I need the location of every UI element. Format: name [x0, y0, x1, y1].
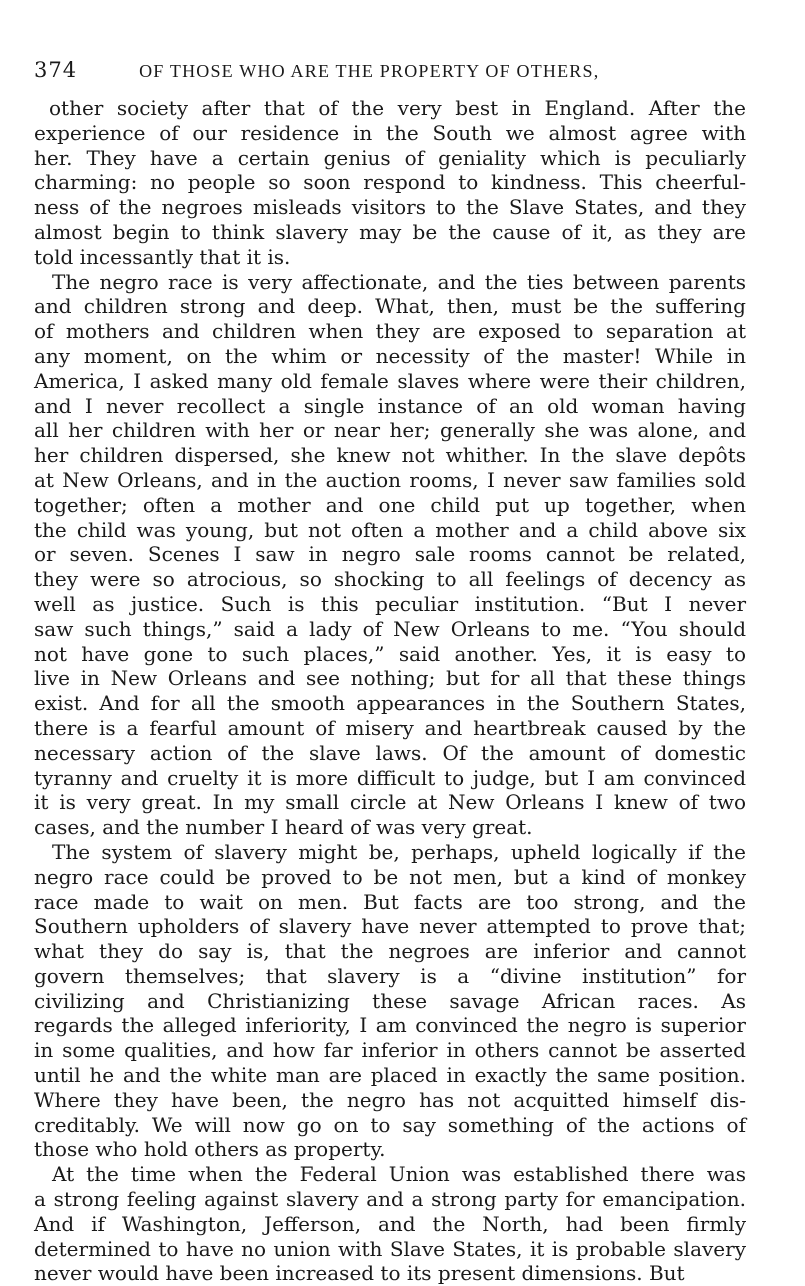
text-line: tyranny and cruelty it is more difficult to judge, but I am convinced [34, 765, 746, 790]
text-line: negro race could be proved to be not men, but a kind of monkey [34, 864, 746, 889]
running-head [34, 58, 754, 86]
body-text [34, 96, 746, 1286]
text-line: Southern upholders of slavery have never attempted to prove that; [34, 914, 746, 939]
text-line: what they do say is, that the negroes are inferior and cannot [34, 939, 746, 964]
text-line: any moment, on the whim or necessity of the master! While in [34, 343, 746, 368]
text-line: The system of slavery might be, perhaps, upheld logically if the [52, 839, 746, 864]
text-line: in some qualities, and how far inferior in others cannot be asserted [34, 1038, 746, 1063]
text-line: and children strong and deep. What, then, must be the suffering [34, 294, 746, 319]
text-line: determined to have no union with Slave States, it is probable slavery [34, 1236, 746, 1261]
text-line: a strong feeling against slavery and a strong party for emancipation. [34, 1187, 746, 1212]
page-number: 374 [34, 58, 78, 82]
text-line: the child was young, but not often a mother and a child above six [34, 517, 746, 542]
paragraph [34, 96, 746, 270]
text-line: experience of our residence in the South we almost agree with [34, 120, 746, 145]
text-line: America, I asked many old female slaves where were their children, [34, 368, 746, 393]
text-line: regards the alleged inferiority, I am convinced the negro is superior [34, 1013, 746, 1038]
text-line: cases, and the number I heard of was very great. [34, 815, 533, 840]
text-line: ness of the negroes misleads visitors to the Slave States, and they [34, 195, 746, 220]
text-line: her children dispersed, she knew not whither. In the slave depôts [34, 443, 746, 468]
text-line: creditably. We will now go on to say something of the actions of [34, 1112, 746, 1137]
text-line: at New Orleans, and in the auction rooms, I never saw families sold [34, 467, 746, 492]
paragraph [34, 270, 746, 840]
text-line: saw such things,” said a lady of New Orleans to me. “You should [34, 616, 746, 641]
text-line: At the time when the Federal Union was established there was [52, 1162, 746, 1187]
text-line: her. They have a certain genius of geniality which is peculiarly [34, 145, 746, 170]
paragraph [34, 1162, 746, 1286]
text-line: The negro race is very affectionate, and the ties between parents [52, 269, 746, 294]
text-line: it is very great. In my small circle at New Orleans I knew of two [34, 790, 746, 815]
text-line: And if Washington, Jefferson, and the North, had been firmly [34, 1211, 746, 1236]
text-line: govern themselves; that slavery is a “divine institution” for [34, 963, 746, 988]
text-line: race made to wait on men. But facts are too strong, and the [34, 889, 746, 914]
text-line: charming: no people so soon respond to kindness. This cheerful- [34, 170, 746, 195]
text-line: necessary action of the slave laws. Of the amount of domestic [34, 740, 746, 765]
text-line: there is a fearful amount of misery and heartbreak caused by the [34, 715, 746, 740]
text-line: Where they have been, the negro has not acquitted himself dis- [34, 1087, 746, 1112]
running-title: OF THOSE WHO ARE THE PROPERTY OF OTHERS, [139, 61, 600, 81]
text-line: or seven. Scenes I saw in negro sale rooms cannot be related, [34, 542, 746, 567]
text-line: all her children with her or near her; generally she was alone, and [34, 418, 746, 443]
text-line: civilizing and Christianizing these savage African races. As [34, 988, 746, 1013]
text-line: exist. And for all the smooth appearances in the Southern States, [34, 691, 746, 716]
text-line: they were so atrocious, so shocking to all feelings of decency as [34, 567, 746, 592]
text-line: not have gone to such places,” said another. Yes, it is easy to [34, 641, 746, 666]
paragraph [34, 840, 746, 1162]
text-line: other society after that of the very best in England. After the [49, 96, 746, 120]
text-line: almost begin to think slavery may be the cause of it, as they are [34, 219, 746, 244]
text-line: and I never recollect a single instance of an old woman having [34, 393, 746, 418]
text-line: of mothers and children when they are exposed to separation at [34, 319, 746, 344]
text-line: live in New Orleans and see nothing; but for all that these things [34, 666, 746, 691]
text-line: until he and the white man are placed in exactly the same position. [34, 1063, 746, 1088]
text-line: those who hold others as property. [34, 1137, 386, 1162]
text-line: together; often a mother and one child put up together, when [34, 492, 746, 517]
text-line: told incessantly that it is. [34, 244, 291, 269]
text-line: never would have been increased to its present dimensions. But [34, 1261, 685, 1286]
text-line: well as justice. Such is this peculiar institution. “But I never [34, 591, 746, 616]
